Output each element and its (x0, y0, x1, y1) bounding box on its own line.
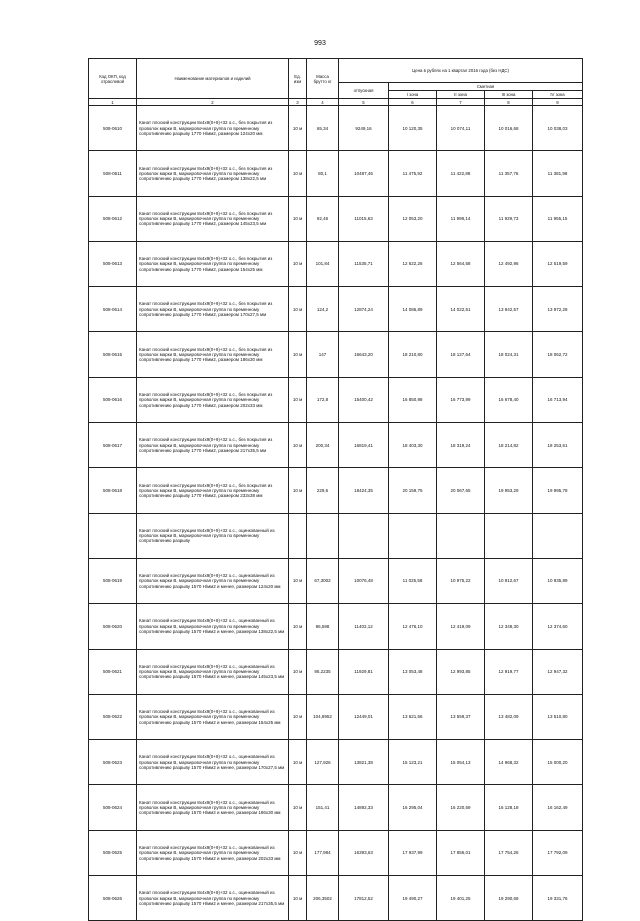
cell-name: Канат плоский конструкции 8х4х9(0+9)+32 о.с., оцинкованный из проволок марки В, маркировочная группа по временному сопротивлению разрыву 1570 Н/мм2 и менее, размером 154х25 мм (137, 694, 289, 739)
cell-zone-3-price: 12 919,77 (485, 649, 533, 694)
header-name: Наименование материалов и изделий (137, 59, 289, 99)
cell-zone-2-price: 14 022,51 (437, 287, 485, 332)
table-row (89, 604, 583, 649)
cell-code: 508-0623 (89, 740, 137, 785)
cell-zone-4-price: 18 062,72 (533, 332, 583, 377)
cell-zone-4-price: 18 253,61 (533, 423, 583, 468)
cell-zone-1-price: 12 476,10 (389, 604, 437, 649)
cell-factory-price: 11535,71 (339, 241, 389, 286)
header-estimate-price: Сметная (389, 83, 583, 91)
cell-unit: 10 м (289, 106, 307, 151)
cell-name: Канат плоский конструкции 8х4х9(0+9)+32 о.с., без покрытия из проволок марки В, маркировочная группа по временному сопротивлению разрыву 1770 Н/мм2, размером 124х20 мм (137, 106, 289, 151)
cell-zone-3-price: 16 128,18 (485, 785, 533, 830)
cell-factory-price: 14892,33 (339, 785, 389, 830)
cell-zone-4-price: 11 381,98 (533, 151, 583, 196)
cell-zone-2-price: 20 067,65 (437, 468, 485, 513)
cell-zone-1-price: 12 053,20 (389, 196, 437, 241)
cell-zone-4-price: 12 519,59 (533, 241, 583, 286)
cell-zone-2-price: 13 559,37 (437, 694, 485, 739)
cell-zone-3-price (485, 513, 533, 558)
cell-zone-1-price: 13 053,48 (389, 649, 437, 694)
cell-factory-price: 11402,12 (339, 604, 389, 649)
cell-zone-1-price: 12 622,26 (389, 241, 437, 286)
cell-zone-4-price: 13 510,80 (533, 694, 583, 739)
table-row (89, 694, 583, 739)
table-row (89, 740, 583, 785)
cell-mass: 177,984 (307, 830, 339, 875)
cell-zone-3-price: 10 016,68 (485, 106, 533, 151)
cell-zone-3-price: 14 968,32 (485, 740, 533, 785)
cell-factory-price: 13821,38 (339, 740, 389, 785)
cell-zone-2-price: 17 856,01 (437, 830, 485, 875)
cell-mass: 147 (307, 332, 339, 377)
cell-factory-price: 15400,42 (339, 377, 389, 422)
cell-zone-3-price: 16 678,40 (485, 377, 533, 422)
cell-mass: 151,41 (307, 785, 339, 830)
cell-name: Канат плоский конструкции 8х4х9(0+9)+32 о.с., без покрытия из проволок марки В, маркировочная группа по временному сопротивлению разрыву 1770 Н/мм2, размером 202х33 мм (137, 377, 289, 422)
cell-zone-2-price (437, 513, 485, 558)
table-row (89, 196, 583, 241)
cell-zone-3-price: 12 348,30 (485, 604, 533, 649)
table-row (89, 332, 583, 377)
cell-code (89, 513, 137, 558)
cell-zone-2-price: 12 564,58 (437, 241, 485, 286)
cell-zone-4-price: 10 935,89 (533, 558, 583, 603)
cell-mass: 124,2 (307, 287, 339, 332)
header-zone-1: I зона (389, 91, 437, 99)
cell-name: Канат плоский конструкции 8х4х9(0+9)+32 о.с., оцинкованный из проволок марки В, маркировочная группа по временному сопротивлению разрыву 1570 Н/мм2 и менее, размером 217х35,5 мм (137, 876, 289, 921)
cell-unit: 10 м (289, 423, 307, 468)
cell-factory-price (339, 513, 389, 558)
table-row (89, 468, 583, 513)
header-unit: Ед. изм (289, 59, 307, 99)
cell-name: Канат плоский конструкции 8х4х9(0+9)+32 о.с., оцинкованный из проволок марки В, маркировочная группа по временному сопротивлению разрыву 1570 Н/мм2 и менее, размером 138х22,5 мм (137, 604, 289, 649)
cell-code: 508-0619 (89, 558, 137, 603)
table-row (89, 558, 583, 603)
cell-code: 508-0617 (89, 423, 137, 468)
cell-zone-1-price: 11 475,92 (389, 151, 437, 196)
cell-zone-1-price: 19 490,27 (389, 876, 437, 921)
cell-zone-3-price: 18 024,31 (485, 332, 533, 377)
cell-name: Канат плоский конструкции 8х4х9(0+9)+32 о.с., оцинкованный из проволок марки В, маркировочная группа по временному сопротивлению разрыву 1570 Н/мм2 и менее, размером 124х20 мм (137, 558, 289, 603)
cell-zone-3-price: 10 912,67 (485, 558, 533, 603)
cell-mass: 127,926 (307, 740, 339, 785)
cell-zone-2-price: 12 419,09 (437, 604, 485, 649)
cell-code: 508-0622 (89, 694, 137, 739)
cell-factory-price: 10487,46 (339, 151, 389, 196)
cell-zone-3-price: 19 290,68 (485, 876, 533, 921)
cell-name: Канат плоский конструкции 8х4х9(0+9)+32 о.с., оцинкованный из проволок марки В, маркировочная группа по временному сопротивлению разрыву 1570 Н/мм2 и менее, размером 170х27,5 мм (137, 740, 289, 785)
cell-zone-4-price: 11 955,15 (533, 196, 583, 241)
cell-factory-price: 16643,20 (339, 332, 389, 377)
table-row (89, 151, 583, 196)
cell-mass: 172,8 (307, 377, 339, 422)
cell-zone-3-price: 11 357,76 (485, 151, 533, 196)
cell-code: 508-0616 (89, 377, 137, 422)
col-number: 4 (307, 99, 339, 106)
cell-code: 508-0615 (89, 332, 137, 377)
table-row (89, 513, 583, 558)
cell-zone-2-price: 11 998,14 (437, 196, 485, 241)
cell-code: 508-0613 (89, 241, 137, 286)
cell-unit: 10 м (289, 694, 307, 739)
cell-factory-price: 17812,52 (339, 876, 389, 921)
cell-zone-1-price: 17 937,99 (389, 830, 437, 875)
col-number: 7 (437, 99, 485, 106)
cell-unit: 10 м (289, 287, 307, 332)
cell-mass: 65,34 (307, 106, 339, 151)
cell-zone-3-price: 13 482,09 (485, 694, 533, 739)
cell-zone-3-price: 11 929,73 (485, 196, 533, 241)
cell-zone-4-price: 12 947,32 (533, 649, 583, 694)
cell-zone-4-price: 16 162,49 (533, 785, 583, 830)
cell-zone-1-price: 16 295,04 (389, 785, 437, 830)
cell-name: Канат плоский конструкции 8х4х9(0+9)+32 о.с., без покрытия из проволок марки В, маркировочная группа по временному сопротивлению разрыву 1770 Н/мм2, размером 186х30 мм (137, 332, 289, 377)
cell-mass: 104,8952 (307, 694, 339, 739)
cell-unit: 10 м (289, 151, 307, 196)
col-number: 8 (485, 99, 533, 106)
cell-zone-2-price: 12 993,85 (437, 649, 485, 694)
cell-code: 508-0610 (89, 106, 137, 151)
cell-factory-price: 12449,01 (339, 694, 389, 739)
cell-name: Канат плоский конструкции 8х4х9(0+9)+32 о.с., без покрытия из проволок марки В, маркировочная группа по временному сопротивлению разрыву 1770 Н/мм2, размером 170х27,5 мм (137, 287, 289, 332)
cell-mass: 95,2235 (307, 649, 339, 694)
table-row (89, 377, 583, 422)
header-price-group: Цена в рублях на 1 квартал 2016 года (без НДС) (339, 59, 583, 83)
cell-code: 508-0612 (89, 196, 137, 241)
cell-mass: 67,3002 (307, 558, 339, 603)
cell-name: Канат плоский конструкции 8х4х9(0+9)+32 о.с., оцинкованный из проволок марки В, маркировочная группа по временному сопротивлению разрыву (137, 513, 289, 558)
cell-zone-3-price: 12 492,96 (485, 241, 533, 286)
cell-zone-2-price: 18 319,24 (437, 423, 485, 468)
cell-unit: 10 м (289, 196, 307, 241)
header-factory-price: отпускная (339, 83, 389, 99)
cell-zone-1-price: 16 850,98 (389, 377, 437, 422)
cell-mass: 92,46 (307, 196, 339, 241)
cell-name: Канат плоский конструкции 8х4х9(0+9)+32 о.с., оцинкованный из проволок марки В, маркировочная группа по временному сопротивлению разрыву 1570 Н/мм2 и менее, размером 145х23,5 мм (137, 649, 289, 694)
cell-factory-price: 12874,24 (339, 287, 389, 332)
col-number: 2 (137, 99, 289, 106)
cell-zone-4-price: 19 331,76 (533, 876, 583, 921)
cell-mass: 200,34 (307, 423, 339, 468)
cell-zone-4-price: 15 000,20 (533, 740, 583, 785)
cell-mass: 101,84 (307, 241, 339, 286)
cell-zone-2-price: 16 773,99 (437, 377, 485, 422)
cell-factory-price: 18424,35 (339, 468, 389, 513)
cell-name: Канат плоский конструкции 8х4х9(0+9)+32 о.с., без покрытия из проволок марки В, маркировочная группа по временному сопротивлению разрыву 1770 Н/мм2, размером 145х23,5 мм (137, 196, 289, 241)
table-row (89, 830, 583, 875)
cell-unit: 10 м (289, 649, 307, 694)
table-row (89, 649, 583, 694)
col-number: 5 (339, 99, 389, 106)
cell-zone-1-price: 20 159,75 (389, 468, 437, 513)
cell-zone-4-price: 17 792,09 (533, 830, 583, 875)
cell-mass: 80,1 (307, 151, 339, 196)
cell-zone-1-price: 18 210,80 (389, 332, 437, 377)
cell-zone-2-price: 15 054,13 (437, 740, 485, 785)
cell-code: 508-0624 (89, 785, 137, 830)
cell-zone-4-price: 19 995,78 (533, 468, 583, 513)
cell-zone-1-price: 14 086,89 (389, 287, 437, 332)
cell-zone-2-price: 10 975,22 (437, 558, 485, 603)
table-row (89, 106, 583, 151)
cell-code: 508-0618 (89, 468, 137, 513)
table-body (89, 106, 583, 921)
page-number: 993 (314, 40, 326, 47)
cell-code: 508-0625 (89, 830, 137, 875)
header-mass: Масса брутто кг (307, 59, 339, 99)
cell-factory-price: 11015,63 (339, 196, 389, 241)
cell-mass: 229,6 (307, 468, 339, 513)
col-number: 3 (289, 99, 307, 106)
table-row (89, 423, 583, 468)
col-number: 6 (389, 99, 437, 106)
col-number: 1 (89, 99, 137, 106)
cell-zone-3-price: 18 214,82 (485, 423, 533, 468)
cell-name: Канат плоский конструкции 8х4х9(0+9)+32 о.с., без покрытия из проволок марки В, маркировочная группа по временному сопротивлению разрыву 1770 Н/мм2, размером 154х25 мм (137, 241, 289, 286)
cell-zone-2-price: 19 401,25 (437, 876, 485, 921)
cell-unit: 10 м (289, 876, 307, 921)
cell-code: 508-0614 (89, 287, 137, 332)
cell-code: 508-0626 (89, 876, 137, 921)
cell-unit: 10 м (289, 558, 307, 603)
cell-factory-price: 9249,16 (339, 106, 389, 151)
cell-factory-price: 10076,48 (339, 558, 389, 603)
cell-factory-price: 16393,63 (339, 830, 389, 875)
cell-code: 508-0620 (89, 604, 137, 649)
cell-zone-1-price: 11 025,58 (389, 558, 437, 603)
cell-unit: 10 м (289, 468, 307, 513)
header-zone-4: IV зона (533, 91, 583, 99)
cell-zone-4-price (533, 513, 583, 558)
cell-name: Канат плоский конструкции 8х4х9(0+9)+32 о.с., оцинкованный из проволок марки В, маркировочная группа по временному сопротивлению разрыву 1570 Н/мм2 и менее, размером 202х33 мм (137, 830, 289, 875)
cell-zone-1-price: 18 403,30 (389, 423, 437, 468)
cell-mass (307, 513, 339, 558)
col-number: 9 (533, 99, 583, 106)
cell-zone-3-price: 19 953,29 (485, 468, 533, 513)
cell-mass: 86,598 (307, 604, 339, 649)
cell-zone-2-price: 16 220,59 (437, 785, 485, 830)
cell-unit: 10 м (289, 740, 307, 785)
cell-zone-1-price (389, 513, 437, 558)
cell-zone-3-price: 17 754,26 (485, 830, 533, 875)
cell-mass: 206,3502 (307, 876, 339, 921)
header-code: Код ОКП, код отраслевой (89, 59, 137, 99)
cell-name: Канат плоский конструкции 8х4х9(0+9)+32 о.с., без покрытия из проволок марки В, маркировочная группа по временному сопротивлению разрыву 1770 Н/мм2, размером 217х35,5 мм (137, 423, 289, 468)
cell-zone-1-price: 10 120,35 (389, 106, 437, 151)
cell-zone-1-price: 13 621,56 (389, 694, 437, 739)
cell-unit: 10 м (289, 830, 307, 875)
cell-unit: 10 м (289, 332, 307, 377)
table-row (89, 785, 583, 830)
cell-code: 508-0621 (89, 649, 137, 694)
header-zone-2: II зона (437, 91, 485, 99)
table-row (89, 287, 583, 332)
cell-unit: 10 м (289, 241, 307, 286)
cell-unit: 10 м (289, 377, 307, 422)
cell-factory-price: 16819,41 (339, 423, 389, 468)
header-zone-3: III зона (485, 91, 533, 99)
cell-name: Канат плоский конструкции 8х4х9(0+9)+32 о.с., без покрытия из проволок марки В, маркировочная группа по временному сопротивлению разрыву 1770 Н/мм2, размером 138х22,5 мм (137, 151, 289, 196)
price-table (88, 58, 583, 921)
table-row (89, 876, 583, 921)
cell-zone-4-price: 10 038,03 (533, 106, 583, 151)
cell-zone-1-price: 15 123,21 (389, 740, 437, 785)
cell-zone-2-price: 10 074,11 (437, 106, 485, 151)
cell-zone-3-price: 13 942,57 (485, 287, 533, 332)
cell-zone-4-price: 12 374,60 (533, 604, 583, 649)
cell-unit (289, 513, 307, 558)
cell-name: Канат плоский конструкции 8х4х9(0+9)+32 о.с., оцинкованный из проволок марки В, маркировочная группа по временному сопротивлению разрыву 1570 Н/мм2 и менее, размером 186х30 мм (137, 785, 289, 830)
cell-unit: 10 м (289, 604, 307, 649)
table-row (89, 241, 583, 286)
cell-name: Канат плоский конструкции 8х4х9(0+9)+32 о.с., без покрытия из проволок марки В, маркировочная группа по временному сопротивлению разрыву 1770 Н/мм2, размером 233х38 мм (137, 468, 289, 513)
cell-zone-2-price: 11 422,88 (437, 151, 485, 196)
cell-zone-4-price: 13 972,28 (533, 287, 583, 332)
cell-zone-2-price: 18 127,64 (437, 332, 485, 377)
cell-code: 508-0611 (89, 151, 137, 196)
cell-unit: 10 м (289, 785, 307, 830)
cell-zone-4-price: 16 713,94 (533, 377, 583, 422)
cell-factory-price: 11929,81 (339, 649, 389, 694)
